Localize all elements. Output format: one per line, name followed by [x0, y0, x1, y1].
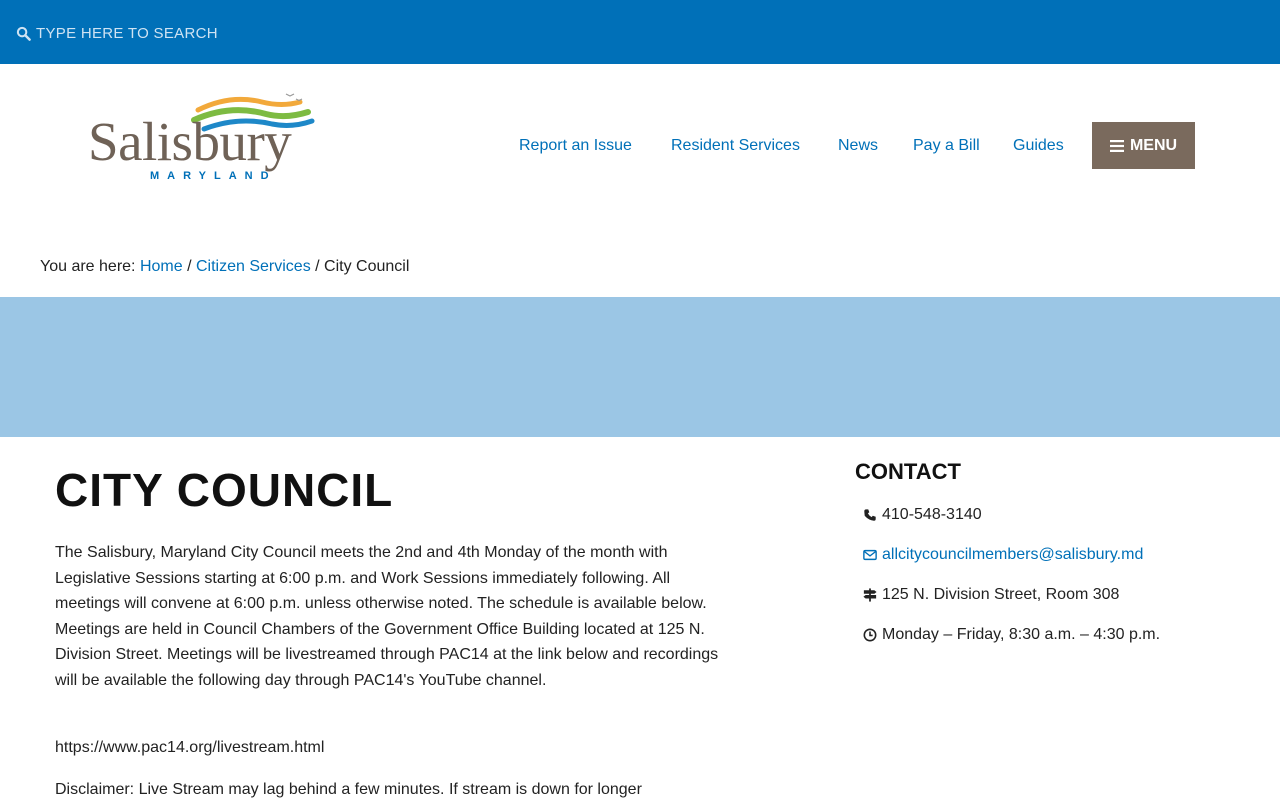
breadcrumb-separator: /: [187, 258, 192, 275]
contact-address: 125 N. Division Street, Room 308: [882, 586, 1120, 603]
breadcrumb-citizen-services[interactable]: Citizen Services: [195, 258, 311, 275]
breadcrumb: [40, 257, 409, 277]
logo-wordmark: Salisbury: [88, 111, 292, 172]
signpost-icon: [863, 588, 877, 602]
contact-hours-row: [863, 625, 1160, 645]
livestream-link: https://www.pac14.org/livestream.html: [55, 739, 325, 756]
breadcrumb-home[interactable]: Home: [139, 258, 183, 275]
hero-banner: [0, 297, 1280, 437]
search-wrap: [16, 22, 336, 44]
page-title: CITY COUNCIL: [55, 464, 394, 516]
search-input[interactable]: [36, 22, 336, 44]
contact-phone: 410-548-3140: [882, 506, 982, 523]
nav-news[interactable]: News: [838, 137, 879, 154]
contact-hours: Monday – Friday, 8:30 a.m. – 4:30 p.m.: [882, 626, 1161, 643]
envelope-icon: [863, 548, 877, 562]
nav-guides[interactable]: Guides: [1013, 137, 1064, 154]
contact-email-link[interactable]: allcitycouncilmembers@salisbury.md: [882, 546, 1144, 563]
top-search-bar: [0, 0, 1280, 64]
clock-icon: [863, 628, 877, 642]
contact-phone-row: [863, 505, 982, 525]
contact-email-row[interactable]: [863, 545, 1143, 565]
logo-subtitle: MARYLAND: [150, 170, 277, 182]
nav-report-an-issue-link[interactable]: Report an Issue: [519, 137, 632, 154]
breadcrumb-current: City Council: [324, 258, 410, 275]
contact-title: CONTACT: [855, 459, 961, 484]
site-logo[interactable]: [88, 90, 320, 186]
breadcrumb-prefix: You are here:: [40, 258, 136, 275]
nav-resident-services[interactable]: Resident Services: [671, 137, 800, 154]
phone-icon: [863, 508, 877, 522]
contact-address-row: [863, 585, 1119, 605]
menu-button[interactable]: [1092, 122, 1195, 169]
hamburger-icon: [1110, 140, 1124, 152]
breadcrumb-separator: /: [315, 258, 320, 275]
nav-pay-a-bill[interactable]: Pay a Bill: [913, 137, 980, 154]
search-icon[interactable]: [16, 26, 31, 41]
intro-paragraph: The Salisbury, Maryland City Council meets the 2nd and 4th Monday of the month with Legislative Sessions starting at 6:00 p.m. and Work Sessions immediately following. All meetings will convene at 6:00 p.m. unless otherwise noted. The schedule is available below. Meetings are held in Council Chambers of the Government Office Building located at 125 N. Division Street. Meetings will be livestreamed through PAC14 at the link below and recordings will be available the following day through PAC14's YouTube channel.: [55, 544, 719, 689]
menu-label: MENU: [1129, 136, 1178, 154]
disclaimer-paragraph: Disclaimer: Live Stream may lag behind a few minutes. If stream is down for longer: [55, 781, 642, 798]
